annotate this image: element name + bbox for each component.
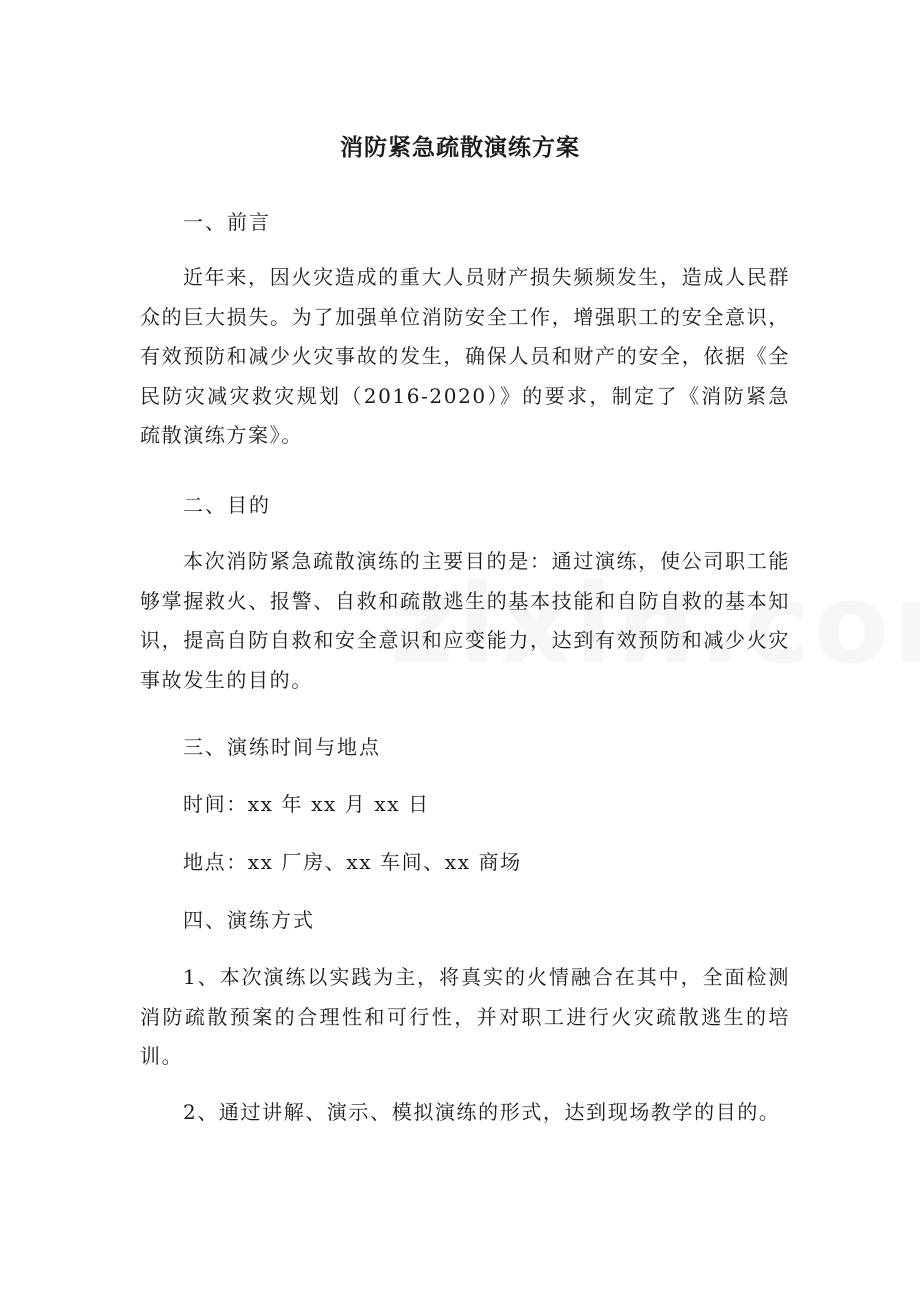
- section-heading-purpose: 二、目的: [183, 493, 271, 517]
- paragraph-method-2: 2、通过讲解、演示、模拟演练的形式，达到现场教学的目的。: [183, 1100, 781, 1124]
- section-heading-method: 四、演练方式: [183, 908, 315, 932]
- paragraph-purpose: 本次消防紧急疏散演练的主要目的是：通过演练，使公司职工能够掌握救火、报警、自救和疏散逃生的基本技能和自防自救的基本知识，提高自防自救和安全意识和应变能力，达到有效预防和减少火灾事故发生的目的。: [140, 549, 790, 692]
- document-title: 消防紧急疏散演练方案: [340, 135, 580, 161]
- drill-time: 时间：xx 年 xx 月 xx 日: [183, 792, 430, 816]
- section-heading-time-place: 三、演练时间与地点: [183, 735, 381, 759]
- paragraph-method-1: 1、本次演练以实践为主，将真实的火情融合在其中，全面检测消防疏散预案的合理性和可行性，并对职工进行火灾疏散逃生的培训。: [140, 965, 790, 1068]
- section-heading-preface: 一、前言: [183, 210, 271, 234]
- paragraph-preface: 近年来，因火灾造成的重大人员财产损失频频发生，造成人民群众的巨大损失。为了加强单位消防安全工作，增强职工的安全意识，有效预防和减少火灾事故的发生，确保人员和财产的安全，依据《全民防灾减灾救灾规划（2016-2020）》的要求，制定了《消防紧急疏散演练方案》。: [140, 265, 790, 447]
- drill-place: 地点：xx 厂房、xx 车间、xx 商场: [183, 850, 522, 874]
